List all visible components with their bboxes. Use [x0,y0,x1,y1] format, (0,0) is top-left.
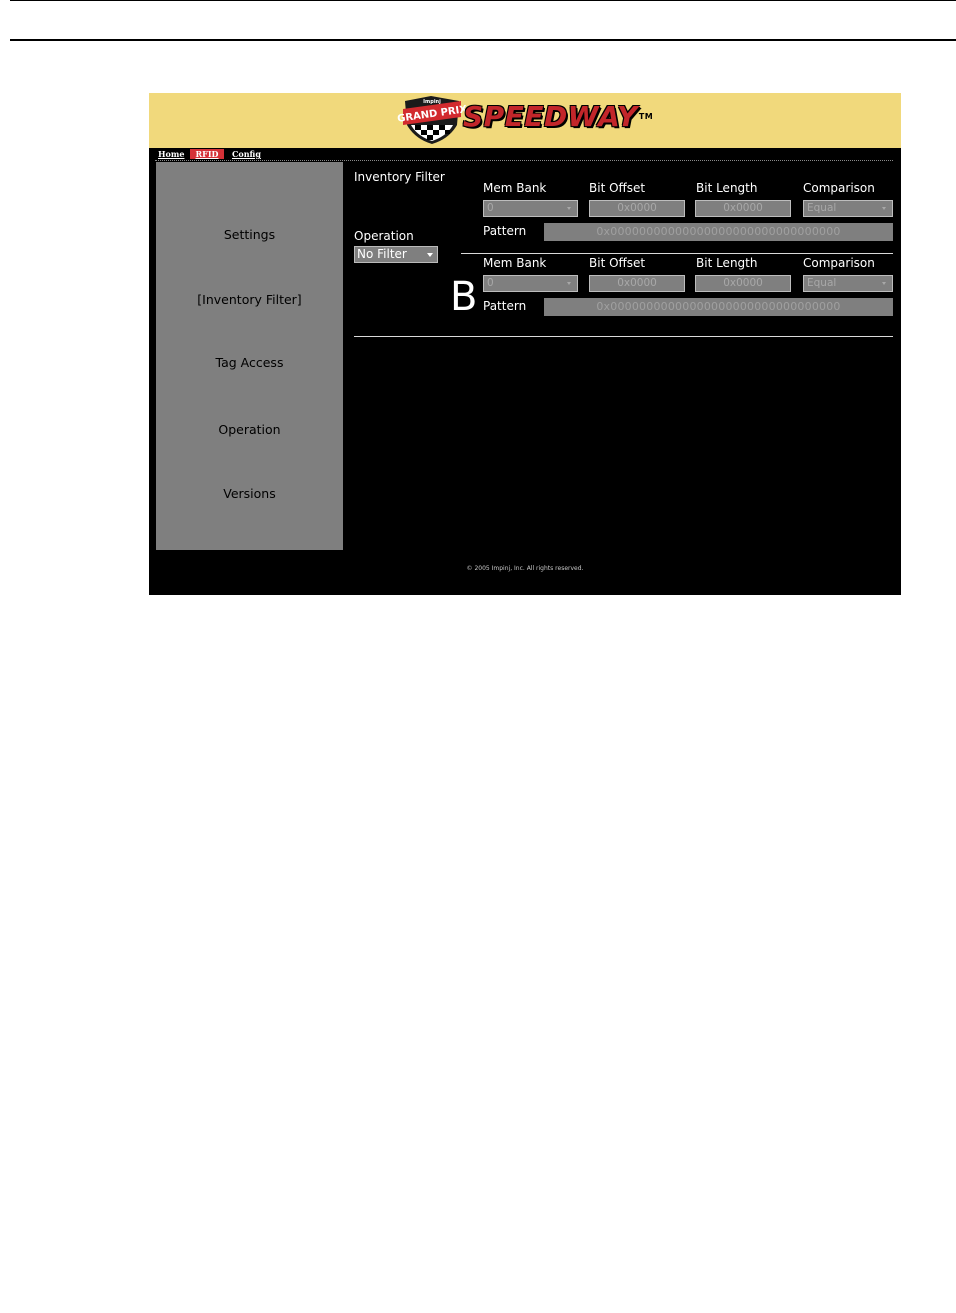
speedway-web-ui [149,93,901,595]
filter-a-pattern-input[interactable]: 0x00000000000000000000000000000000 [544,223,893,241]
nav-tab-config[interactable]: Config [232,149,261,159]
chevron-down-icon [567,207,571,210]
filter-b-marker: B [450,274,478,320]
sidebar-item-settings[interactable]: Settings [223,227,276,242]
operation-select-value: No Filter [357,247,407,261]
filter-b-bit-length-input[interactable]: 0x0000 [695,275,791,292]
page-top-rule [10,0,956,1]
page-title: Inventory Filter [354,170,445,184]
operation-select[interactable] [354,246,438,263]
filter-b-mem-bank-value: 0 [487,277,494,289]
filter-a-comparison-value: Equal [807,202,837,214]
filter-b-bit-length-label: Bit Length [696,256,758,270]
filter-a-comparison-select[interactable] [803,200,893,217]
operation-label: Operation [354,229,414,243]
copyright-footer: © 2005 Impinj, Inc. All rights reserved. [466,565,584,572]
filter-b-mem-bank-label: Mem Bank [483,256,547,270]
filter-a-mem-bank-label: Mem Bank [483,181,547,195]
sidebar-item-inventory-filter[interactable]: [Inventory Filter] [197,292,302,307]
chevron-down-icon [882,282,886,285]
nav-tab-home[interactable]: Home [158,149,185,159]
filter-b-comparison-value: Equal [807,277,837,289]
chevron-down-icon [882,207,886,210]
filter-b-bit-offset-input[interactable]: 0x0000 [589,275,685,292]
speedway-wordmark: SPEEDWAY™ [463,100,654,133]
filter-b-pattern-input[interactable]: 0x00000000000000000000000000000000 [544,298,893,316]
filter-separator [461,253,893,254]
main-content [149,93,901,595]
sidebar-item-tag-access[interactable]: Tag Access [215,355,284,370]
svg-text:Impinj: Impinj [423,99,441,105]
filter-b-comparison-select[interactable] [803,275,893,292]
chevron-down-icon [567,282,571,285]
sidebar-item-versions[interactable]: Versions [223,486,276,501]
filter-b-bit-offset-label: Bit Offset [589,256,646,270]
filter-a-mem-bank-select[interactable] [483,200,578,217]
filter-a-pattern-label: Pattern [483,224,527,238]
filter-a-bit-length-input[interactable]: 0x0000 [695,200,791,217]
filter-a-bit-offset-label: Bit Offset [589,181,646,195]
svg-text:GRAND PRIX: GRAND PRIX [396,104,468,125]
filter-b-comparison-label: Comparison [803,256,875,270]
chevron-down-icon [427,253,433,257]
filter-a-mem-bank-value: 0 [487,202,494,214]
page-header-rule [10,39,956,41]
filter-a-bit-offset-input[interactable]: 0x0000 [589,200,685,217]
filter-b-pattern-label: Pattern [483,299,527,313]
filter-a-bit-length-label: Bit Length [696,181,758,195]
filter-a-comparison-label: Comparison [803,181,875,195]
content-bottom-rule [354,336,893,337]
filter-b-mem-bank-select[interactable] [483,275,578,292]
sidebar-item-operation[interactable]: Operation [218,422,281,437]
nav-tab-rfid[interactable]: RFID [190,149,224,159]
